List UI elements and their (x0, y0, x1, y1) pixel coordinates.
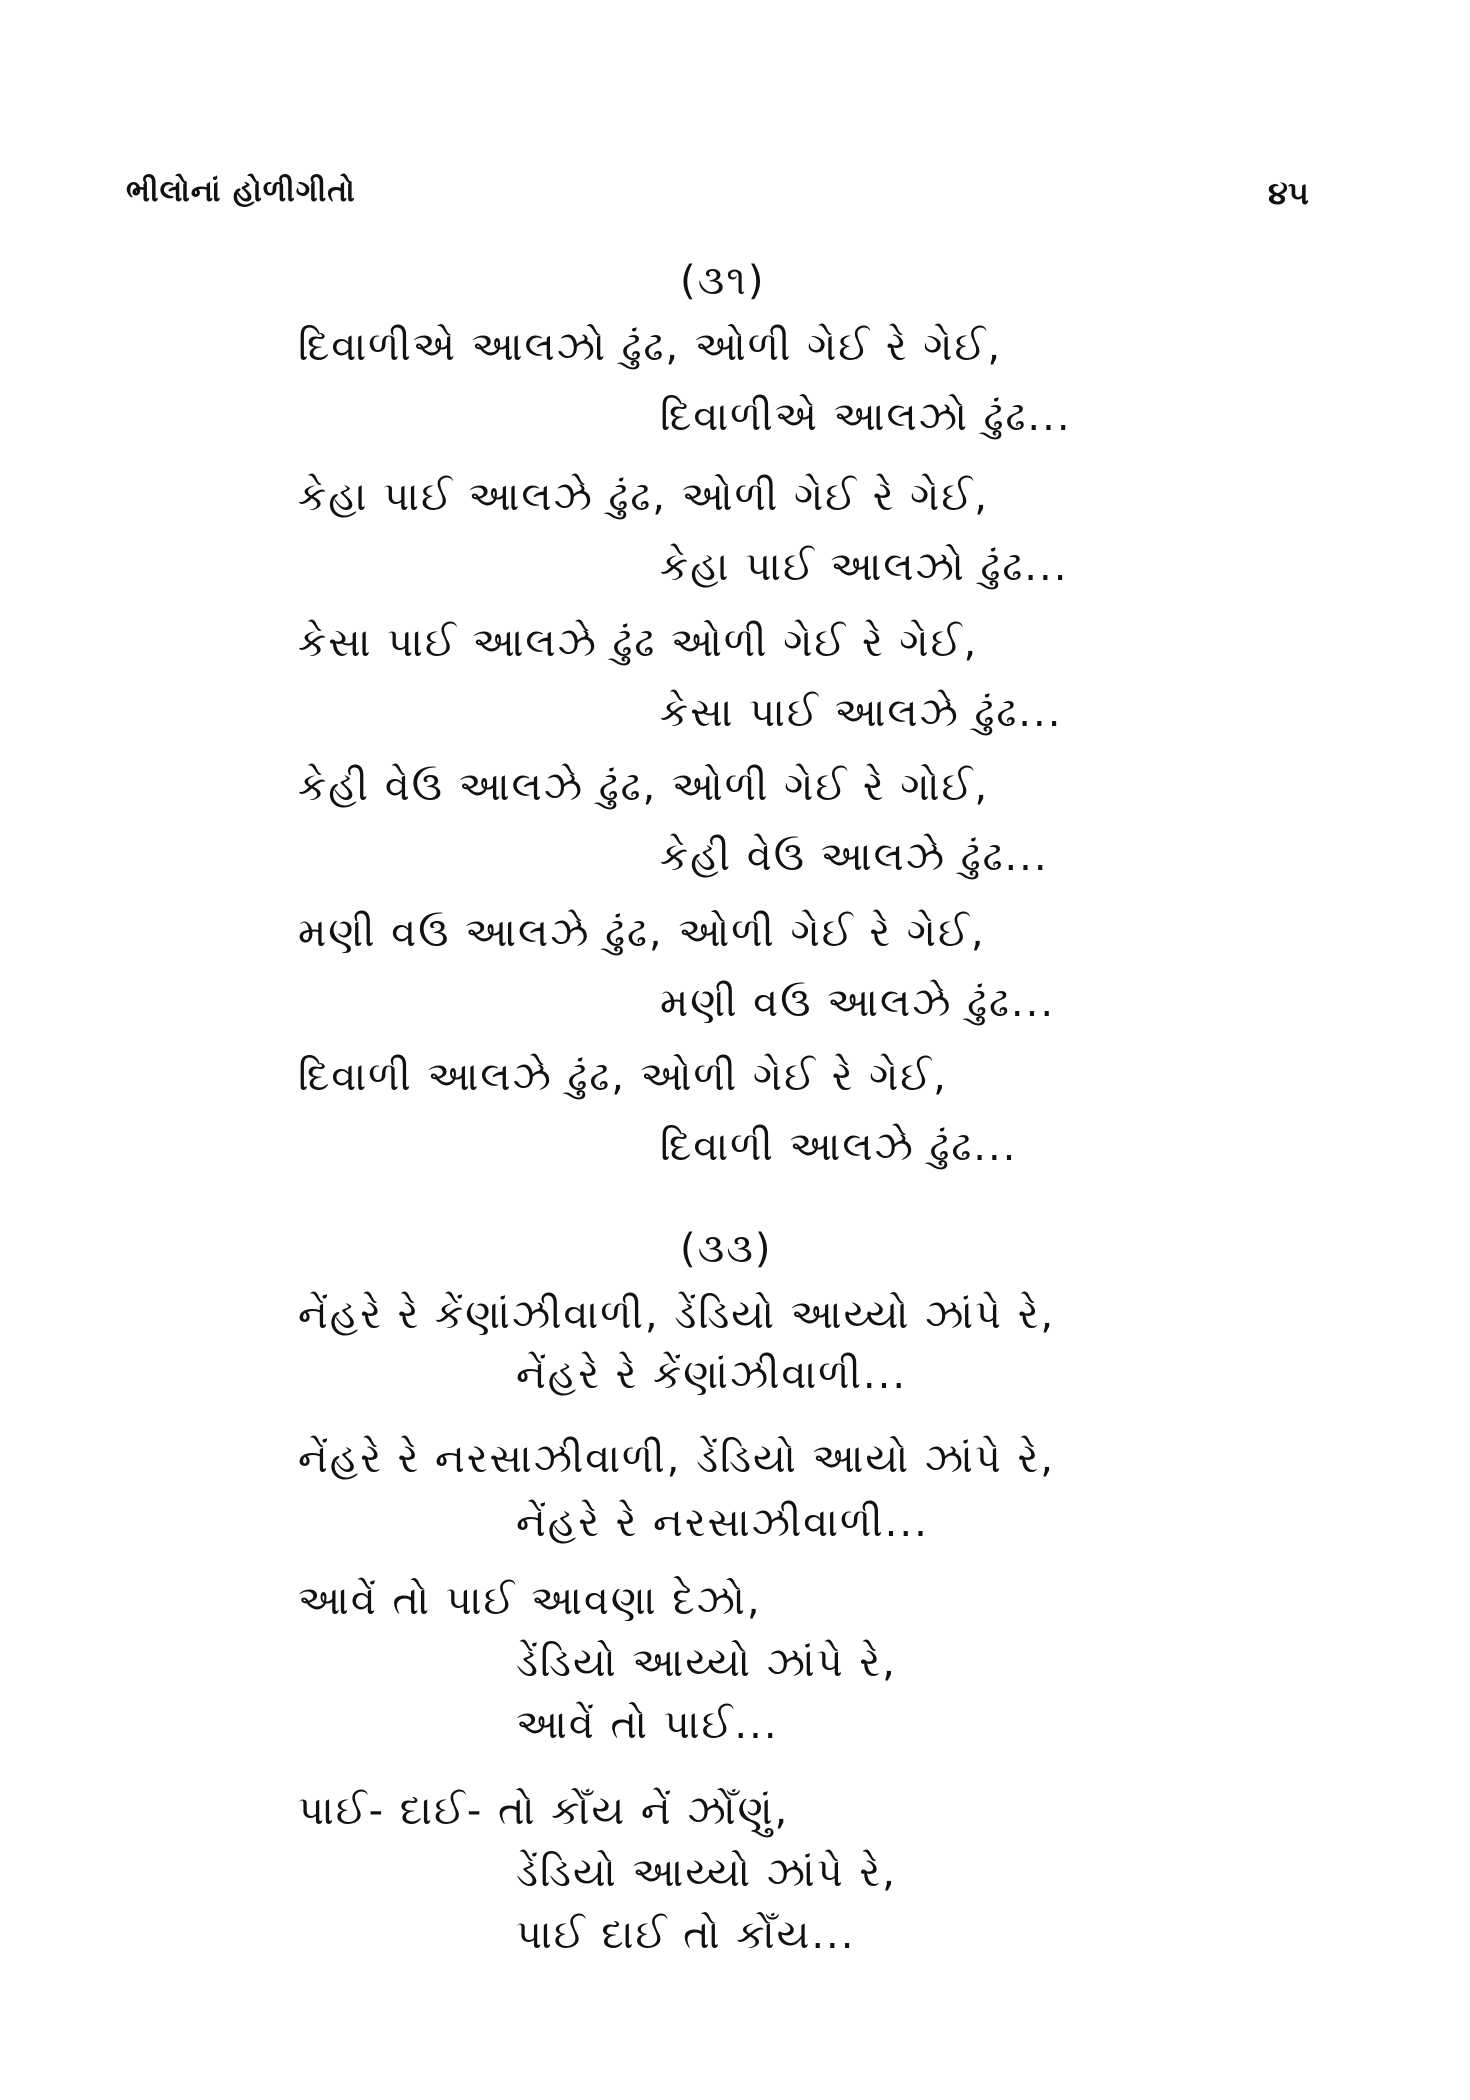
page-number: ૪૫ (1268, 174, 1309, 212)
refrain-line: કેહી વેઉ આલઝે ઢુંઢ... (660, 834, 1049, 880)
poem-number: (૩૩) (680, 1226, 773, 1272)
verse-line: કેહા પાઈ આલઝે ઢુંઢ, ઓળી ગેઈ રે ગેઈ, (298, 474, 989, 520)
refrain-line: નેંહરે રે નરસાઝીવાળી... (516, 1500, 929, 1546)
verse-line: પાઈ- દાઈ- તો કોઁય નેં ઝોઁણું, (298, 1788, 790, 1834)
refrain-line: દિવાળી આલઝે ઢુંઢ... (660, 1124, 1018, 1170)
verse-line: નેંહરે રે કેંણાંઝીવાળી, ડેંડિયો આય્યો ઝાંપે રે, (298, 1292, 1056, 1338)
verse-line: નેંહરે રે નરસાઝીવાળી, ડેંડિયો આયો ઝાંપે રે, (298, 1436, 1055, 1482)
refrain-line: કેહા પાઈ આલઝો ઢુંઢ... (660, 544, 1069, 590)
refrain-line: ડેંડિયો આય્યો ઝાંપે રે, (516, 1640, 897, 1686)
verse-line: આવેં તો પાઈ આવણા દેઝો, (298, 1578, 762, 1624)
refrain-line: કેસા પાઈ આલઝે ઢુંઢ... (660, 690, 1063, 736)
verse-line: કેહી વેઉ આલઝે ઢુંઢ, ઓળી ગેઈ રે ગોઈ, (298, 764, 990, 810)
refrain-line: મણી વઉ આલઝે ઢુંઢ... (660, 980, 1056, 1026)
verse-line: મણી વઉ આલઝે ઢુંઢ, ઓળી ગેઈ રે ગેઈ, (298, 910, 986, 956)
verse-line: દિવાળીએ આલઝો ઢુંઢ, ઓળી ગેઈ રે ગેઈ, (298, 324, 1003, 370)
verse-line: કેસા પાઈ આલઝે ઢુંઢ ઓળી ગેઈ રે ગેઈ, (298, 620, 979, 666)
verse-line: દિવાળી આલઝે ઢુંઢ, ઓળી ગેઈ રે ગેઈ, (298, 1054, 948, 1100)
refrain-line: દિવાળીએ આલઝો ઢુંઢ... (660, 394, 1072, 440)
refrain-line: પાઈ દાઈ તો કોઁય... (516, 1912, 856, 1958)
refrain-line: ડેંડિયો આય્યો ઝાંપે રે, (516, 1850, 897, 1896)
running-title: ભીલોનાં હોળીગીતો (126, 174, 356, 209)
poem-number: (૩૧) (680, 258, 766, 304)
refrain-line: આવેં તો પાઈ... (516, 1702, 779, 1748)
refrain-line: નેંહરે રે કેંણાંઝીવાળી... (516, 1352, 908, 1398)
